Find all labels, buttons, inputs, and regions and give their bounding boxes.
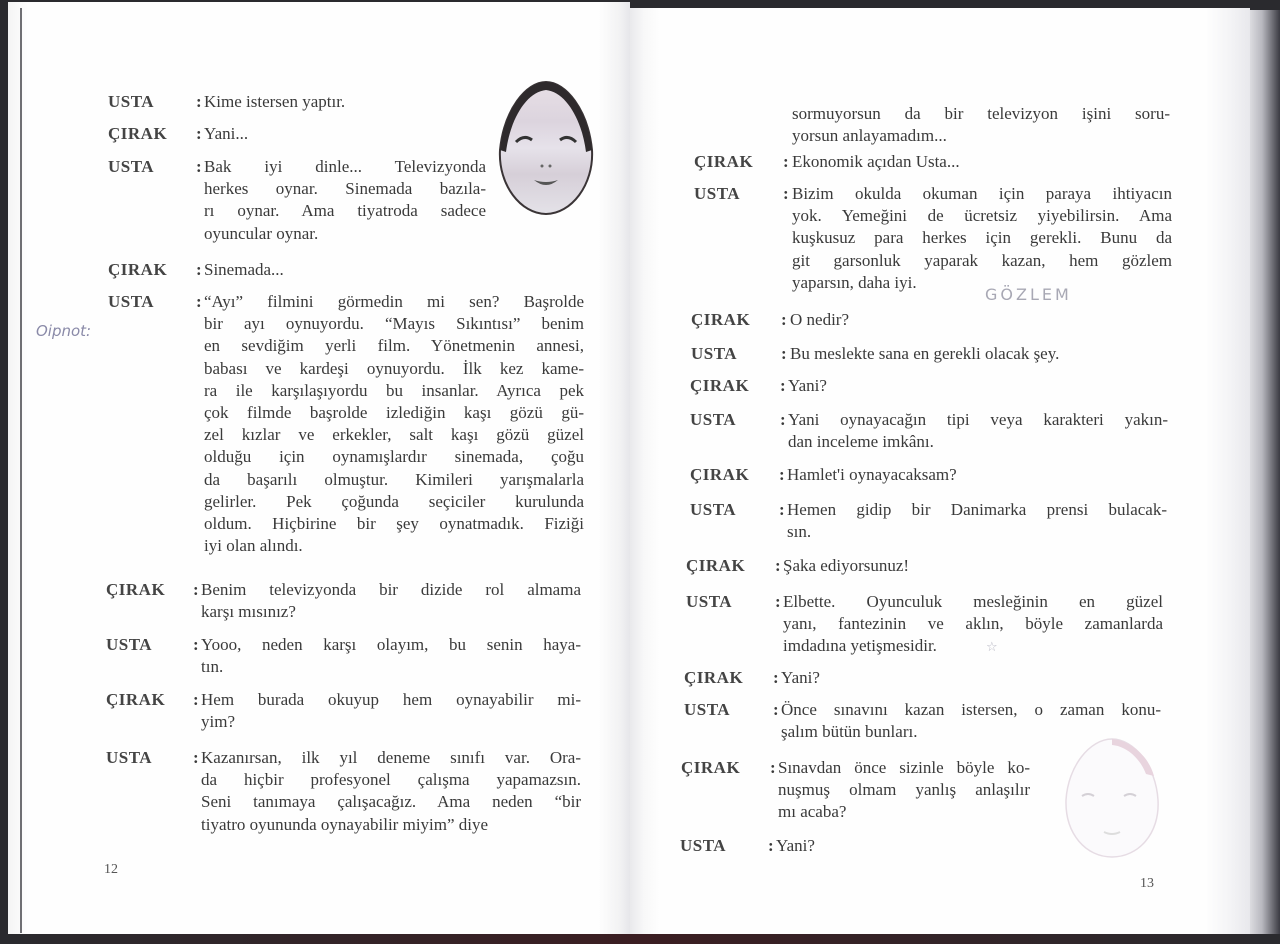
speaker-name: ÇIRAK [690,465,750,484]
dialogue-line: Yani? [781,668,820,687]
dialogue-line: Yani? [776,836,815,855]
speaker-separator: : [768,836,774,855]
dialogue-line: Benim televizyonda bir dizide rol almama [201,580,581,599]
speaker-separator: : [196,157,202,176]
dialogue-line: bir ayı oynuyordu. “Mayıs Sıkıntısı” benim [204,314,584,334]
dialogue-line: “Ayı” filmini görmedin mi sen? Başrolde [204,292,584,311]
dialogue-line: mı acaba? [778,802,847,822]
dialogue-line: Bak iyi dinle... Televizyonda [204,157,486,176]
dialogue-line: Yani... [204,124,249,143]
handwritten-note-gozlem: GÖZLEM [985,285,1072,304]
dialogue-line: Yani? [788,376,827,395]
dialogue-line: oyuncular oynar. [204,223,319,243]
speaker-name: USTA [106,635,153,654]
speaker-separator: : [770,758,776,777]
dialogue-line: herkes oynar. Sinemada bazıla- [204,179,486,199]
dialogue-line: gelirler. Pek çoğunda seçiciler kurulunda [204,491,584,511]
dialogue-line: iyi olan alındı. [204,536,303,556]
dialogue-line: Şaka ediyorsunuz! [783,556,910,575]
speaker-separator: : [193,635,199,654]
speaker-name: ÇIRAK [106,580,166,599]
dialogue-line: yanı, fantezinin ve aklın, böyle zamanlarda [783,614,1163,634]
dialogue-line: Bizim okulda okuman için paraya ihtiyacın [792,184,1172,203]
speaker-separator: : [193,690,199,709]
speaker-separator: : [781,310,787,329]
speaker-separator: : [196,92,202,111]
speaker-separator: : [775,556,781,575]
dialogue-line: tiyatro oyununda oynayabilir miyim” diye [201,814,489,834]
speaker-separator: : [781,344,787,363]
dialogue-line: yaparsın, daha iyi. [792,272,917,292]
dialogue-line: kuşkusuz para herkes için gerekli. Bunu da [792,228,1172,248]
dialogue-line: nuşmuş olmam yanlış anlaşılır [778,780,1030,800]
speaker-separator: : [783,184,789,203]
speaker-name: ÇIRAK [691,310,751,329]
dialogue-line: karşı mısınız? [201,602,296,622]
speaker-name: USTA [680,836,727,855]
speaker-name: ÇIRAK [694,152,754,171]
speaker-separator: : [775,592,781,611]
dialogue-line: ra ile karşılaşıyordu bu insanlar. Ayrıca pek [204,380,584,400]
star-doodle: ☆ [986,640,998,655]
dialogue-line: şalım bütün bunları. [781,722,918,742]
dialogue-line: dan inceleme imkânı. [788,432,934,452]
speaker-name: USTA [686,592,733,611]
background-surface [0,934,1280,944]
dialogue-line: rı oynar. Ama tiyatroda sadece [204,201,486,221]
dialogue-line: Elbette. Oyunculuk mesleğinin en güzel [783,592,1163,611]
speaker-name: USTA [694,184,741,203]
dialogue-line: Hem burada okuyup hem oynayabilir mi- [201,690,581,709]
page-number-right: 13 [1140,876,1154,891]
dialogue-line: oldum. Hiçbirine bir şey oynatmadık. Fiziği [204,514,584,533]
dialogue-line: Hemen gidip bir Danimarka prensi bulacak- [787,500,1167,519]
dialogue-line: en sevdiğim yerli film. Yönetmenin annesi, [204,336,584,356]
speaker-separator: : [193,748,199,767]
speaker-name: ÇIRAK [108,124,168,143]
dialogue-line: yim? [201,712,235,732]
speaker-name: ÇIRAK [690,376,750,395]
speaker-separator: : [780,410,786,429]
dialogue-line: zel kızlar ve erkekler, salt kaşı gözü güzel [204,425,584,445]
speaker-name: USTA [108,157,155,176]
dialogue-line: git garsonluk yaparak kazan, hem gözlem [792,250,1172,270]
dialogue-line: Yani oynayacağın tipi veya karakteri yakın- [788,410,1168,429]
dialogue-line: babası ve kardeşi oynuyordu. İlk kez kame- [204,358,584,378]
speaker-separator: : [196,292,202,311]
speaker-name: USTA [691,344,738,363]
dialogue-line: tın. [201,657,224,677]
dialogue-line: Ekonomik açıdan Usta... [792,152,960,171]
dialogue-line: Kazanırsan, ilk yıl deneme sınıfı var. Ora- [201,748,581,767]
speaker-separator: : [193,580,199,599]
dialogue-line: çok filmde başrolde izlediğin kaşı gözü gü- [204,403,584,422]
dialogue-line: Yooo, neden karşı olayım, bu senin haya- [201,635,581,654]
speaker-separator: : [773,700,779,719]
speaker-separator: : [780,376,786,395]
dialogue-line: da hiçbir profesyonel çalışma yapamazsın. [201,770,581,790]
speaker-separator: : [783,152,789,171]
margin-note: Oipnot: [36,322,92,340]
dialogue-line: sın. [787,522,812,542]
dialogue-line: Sınavdan önce sizinle böyle ko- [778,758,1030,777]
dialogue-line: Hamlet'i oynayacaksam? [787,465,957,484]
speaker-separator: : [196,124,202,143]
dialogue-line: da başarılı olmuştur. Kimileri yarışmalarla [204,469,584,489]
continuation-line: sormuyorsun da bir televizyon işini soru- [792,104,1170,123]
speaker-name: ÇIRAK [106,690,166,709]
dialogue-line: Bu meslekte sana en gerekli olacak şey. [790,344,1060,363]
book-edge [1250,10,1280,944]
speaker-name: ÇIRAK [684,668,744,687]
dialogue-line: olduğu için oynamışlardır sinemada, çoğu [204,447,584,467]
dialogue-line: imdadına yetişmesidir. [783,636,937,656]
speaker-name: USTA [106,748,153,767]
speaker-name: USTA [684,700,731,719]
speaker-name: ÇIRAK [108,260,168,279]
continuation-line: yorsun anlayamadım... [792,126,947,146]
speaker-name: ÇIRAK [686,556,746,575]
speaker-name: USTA [690,410,737,429]
dialogue-line: Önce sınavını kazan istersen, o zaman konu- [781,700,1161,719]
dialogue-line: Kime istersen yaptır. [204,92,346,111]
speaker-separator: : [779,465,785,484]
speaker-name: ÇIRAK [681,758,741,777]
speaker-name: USTA [108,292,155,311]
binding-edge [20,8,22,933]
dialogue-line: Sinemada... [204,260,284,279]
speaker-separator: : [779,500,785,519]
dialogue-line: O nedir? [790,310,850,329]
speaker-name: USTA [108,92,155,111]
speaker-separator: : [196,260,202,279]
dialogue-line: yok. Yemeğini de ücretsiz yiyebilirsin. Ama [792,206,1172,226]
dialogue-line: Seni tanımaya çalışacağız. Ama neden “bir [201,792,581,812]
speaker-name: USTA [690,500,737,519]
page-number-left: 12 [104,862,118,877]
speaker-separator: : [773,668,779,687]
